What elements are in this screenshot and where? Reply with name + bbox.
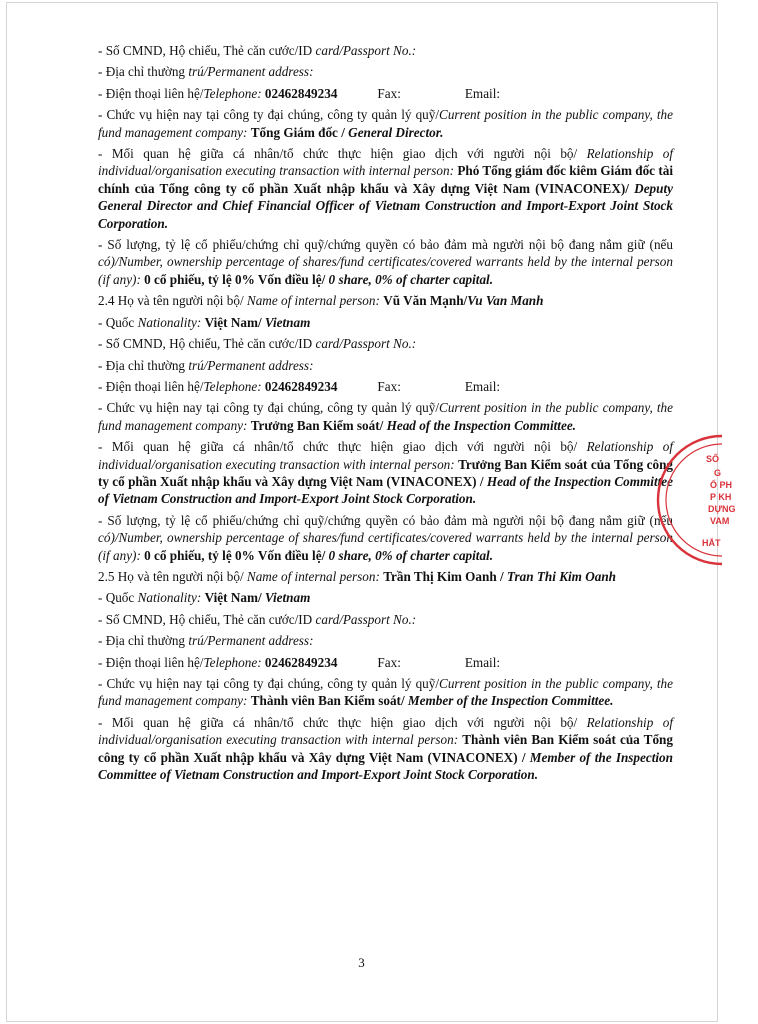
text-run: - Địa chỉ thường: [98, 357, 189, 373]
italic-text: Telephone:: [203, 378, 265, 394]
italic-text: trú/Permanent address:: [188, 64, 314, 80]
document-line: [98, 42, 673, 59]
document-line: [98, 675, 673, 710]
italic-text: Current position in the public company, the fund management company:: [98, 400, 674, 433]
italic-text: Relationship of individual/organisation executing transaction with internal person:: [98, 439, 673, 472]
bold-text: Thành viên Ban Kiểm soát/: [250, 693, 408, 709]
italic-text: Nationality:: [137, 314, 205, 330]
text-run: - Số CMND, Hộ chiếu, Thẻ căn cước/ID: [98, 336, 316, 352]
document-line: [98, 63, 673, 80]
bold-italic-text: Vietnam: [264, 590, 311, 606]
bold-italic-text: Head of the Inspection Committee.: [386, 417, 576, 433]
text-run: - Số lượng, tỷ lệ cổ phiếu/chứng chỉ quỹ/chứng quyền có bảo đảm mà người nội bộ đang nắm giữ (nếu: [98, 512, 673, 528]
italic-text: Relationship of individual/organisation executing transaction with internal person:: [98, 146, 673, 179]
stamp-text-fragment: VAM: [710, 516, 730, 526]
stamp-text-fragment: G: [714, 468, 722, 478]
text-run: Fax:: [377, 654, 401, 670]
bold-italic-text: Vu Van Manh: [467, 293, 544, 309]
italic-text: Relationship of individual/organisation executing transaction with internal person:: [98, 714, 673, 748]
italic-text: Name of internal person:: [246, 568, 384, 584]
bold-italic-text: Vietnam: [264, 314, 311, 330]
text-run: - Mối quan hệ giữa cá nhân/tổ chức thực hiện giao dịch với người nội bộ/: [98, 714, 587, 730]
text-run: Email:: [464, 654, 501, 670]
bold-text: Thành viên Ban Kiểm soát của Tổng công ty cổ phần Xuất nhập khẩu và Xây dựng Việt Nam (VINACONEX) /: [98, 732, 673, 765]
italic-text: Telephone:: [203, 654, 265, 670]
text-run: - Điện thoại liên hệ/: [98, 378, 204, 394]
document-line: [98, 714, 673, 784]
text-run: Email:: [464, 378, 501, 394]
bold-italic-text: Deputy General Director and Chief Financial Officer of Vietnam Construction and Import-Export Joint Stock Corporation.: [98, 180, 673, 231]
bold-text: 02462849234: [264, 654, 338, 670]
bold-text: Việt Nam/: [204, 590, 265, 606]
text-run: - Địa chỉ thường: [98, 64, 189, 80]
italic-text: Name of internal person:: [246, 293, 384, 309]
bold-text: Phó Tổng giám đốc kiêm Giám đốc tài chính của Tổng công ty cổ phần Xuất nhập khẩu và Xây dựng Việt Nam (VINACONEX)/: [98, 163, 673, 196]
stamp-text-fragment: P KH: [710, 492, 732, 502]
bold-italic-text: Member of the Inspection Committee of Vietnam Construction and Import-Export Joint Stock Corporation.: [98, 749, 673, 783]
italic-text: Telephone:: [203, 85, 265, 101]
text-run: - Quốc: [98, 590, 138, 606]
company-seal-stamp: [688, 432, 758, 568]
text-run: 2.5 Họ và tên người nội bộ/: [98, 568, 247, 584]
document-line: [98, 335, 673, 352]
bold-text: 0 cổ phiếu, tỷ lệ 0% Vốn điều lệ/: [144, 271, 329, 287]
document-body: [98, 42, 673, 787]
text-run: Fax:: [377, 378, 401, 394]
document-line: [98, 314, 673, 331]
stamp-text-fragment: DỰNG: [708, 504, 736, 514]
text-run: - Chức vụ hiện nay tại công ty đại chúng, công ty quản lý quỹ/: [98, 107, 440, 123]
stamp-text-fragment: Ổ PH: [710, 480, 733, 490]
stamp-text-fragment: SỐ: [706, 454, 720, 464]
text-run: - Quốc: [98, 314, 138, 330]
italic-text: trú/Permanent address:: [188, 357, 314, 373]
italic-text: card/Passport No.:: [315, 336, 417, 352]
document-line: [98, 632, 673, 649]
text-run: - Số lượng, tỷ lệ cổ phiếu/chứng chỉ quỹ/chứng quyền có bảo đảm mà người nội bộ đang nắm giữ (nếu: [98, 237, 673, 253]
document-line: [98, 236, 673, 288]
bold-text: Trần Thị Kim Oanh /: [383, 568, 507, 584]
bold-text: 02462849234: [264, 378, 338, 394]
text-run: - Mối quan hệ giữa cá nhân/tổ chức thực hiện giao dịch với người nội bộ/: [98, 146, 587, 162]
bold-italic-text: Member of the Inspection Committee.: [407, 693, 614, 709]
document-line: [98, 568, 673, 585]
bold-italic-text: 0 share, 0% of charter capital.: [328, 547, 494, 563]
text-run: - Chức vụ hiện nay tại công ty đại chúng, công ty quản lý quỹ/: [98, 400, 440, 416]
bold-text: Trưởng Ban Kiểm soát/: [250, 417, 387, 433]
document-line: [98, 589, 673, 606]
italic-text: có)/Number, ownership percentage of shares/fund certificates/covered warrants held by the internal person (if any):: [98, 254, 673, 287]
document-line: [98, 654, 673, 671]
text-run: Fax:: [377, 85, 401, 101]
bold-italic-text: Tran Thi Kim Oanh: [506, 568, 616, 584]
bold-text: Việt Nam/: [204, 314, 265, 330]
text-run: - Mối quan hệ giữa cá nhân/tổ chức thực hiện giao dịch với người nội bộ/: [98, 439, 587, 455]
text-run: - Địa chỉ thường: [98, 633, 189, 649]
italic-text: card/Passport No.:: [315, 611, 417, 627]
document-line: [98, 145, 673, 232]
italic-text: Current position in the public company, the fund management company:: [98, 676, 674, 709]
text-run: - Chức vụ hiện nay tại công ty đại chúng, công ty quản lý quỹ/: [98, 676, 440, 691]
text-run: Email:: [464, 85, 501, 101]
document-line: [98, 512, 673, 564]
bold-text: 02462849234: [264, 85, 338, 101]
document-line: [98, 357, 673, 374]
document-line: [98, 85, 673, 102]
document-line: [98, 292, 673, 309]
document-line: [98, 106, 673, 141]
italic-text: Nationality:: [137, 590, 205, 606]
document-line: [98, 399, 673, 434]
bold-italic-text: Head of the Inspection Committee of Vietnam Construction and Import-Export Joint Stock Corporation.: [98, 473, 673, 507]
bold-text: 0 cổ phiếu, tỷ lệ 0% Vốn điều lệ/: [144, 547, 329, 563]
text-run: - Số CMND, Hộ chiếu, Thẻ căn cước/ID: [98, 611, 316, 627]
bold-italic-text: General Director.: [348, 124, 444, 140]
document-line: [98, 611, 673, 628]
page-number: 3: [358, 955, 365, 970]
document-line: [98, 378, 673, 395]
bold-text: Trưởng Ban Kiểm soát của Tổng công ty cổ phần Xuất nhập khẩu và Xây dựng Việt Nam (VINACONEX) /: [98, 456, 673, 489]
text-run: - Điện thoại liên hệ/: [98, 654, 204, 670]
text-run: - Điện thoại liên hệ/: [98, 85, 204, 101]
italic-text: Current position in the public company, the fund management company:: [98, 107, 674, 140]
document-line: [98, 438, 673, 508]
text-run: - Số CMND, Hộ chiếu, Thẻ căn cước/ID: [98, 43, 316, 58]
bold-italic-text: 0 share, 0% of charter capital.: [328, 271, 494, 287]
bold-text: Vũ Văn Mạnh/: [383, 293, 468, 309]
italic-text: trú/Permanent address:: [188, 633, 314, 649]
text-run: 2.4 Họ và tên người nội bộ/: [98, 293, 247, 309]
bold-text: Tổng Giám đốc /: [250, 124, 349, 140]
italic-text: card/Passport No.:: [315, 43, 417, 58]
italic-text: có)/Number, ownership percentage of shares/fund certificates/covered warrants held by the internal person (if any):: [98, 530, 673, 563]
stamp-text-fragment: HẮT: [702, 538, 721, 548]
